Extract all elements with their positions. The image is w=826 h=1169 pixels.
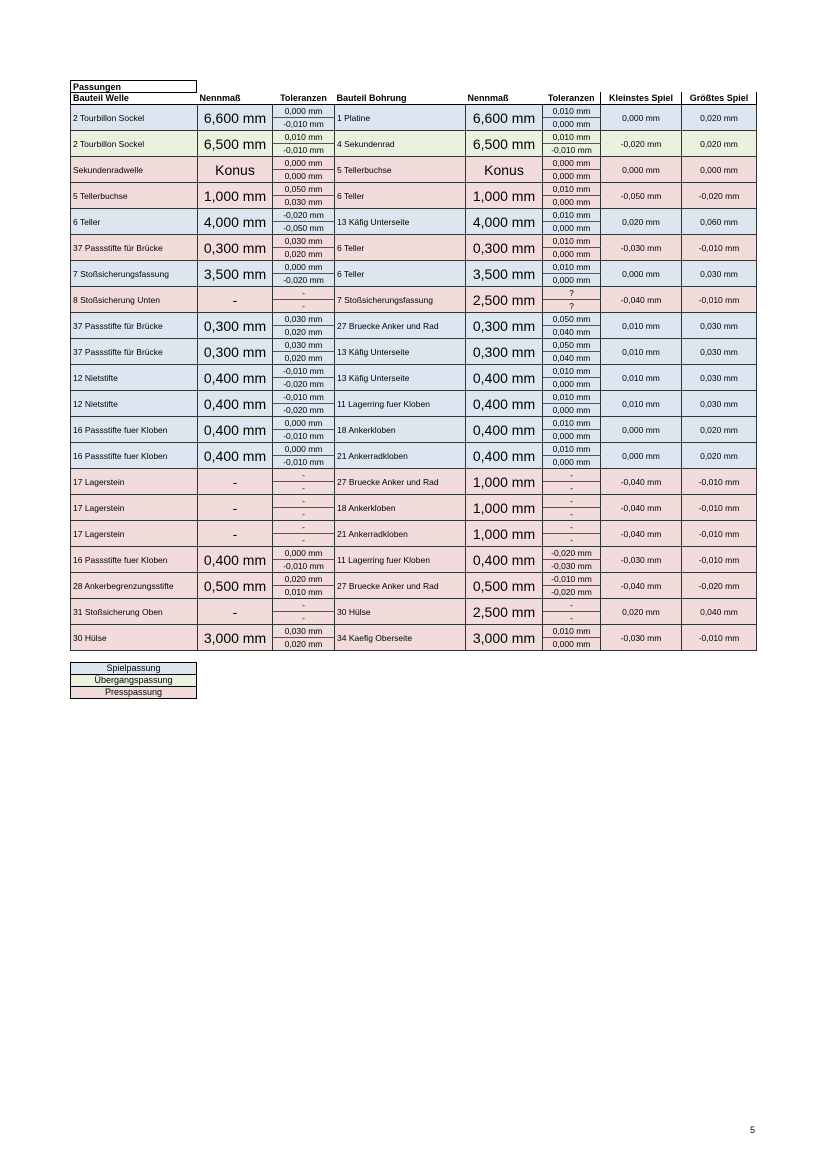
bore-nominal: Konus [466, 157, 543, 183]
bore-tolerance-upper: -0,020 mm [543, 547, 601, 560]
shaft-part: 17 Lagerstein [71, 469, 198, 495]
shaft-tolerance-lower: 0,020 mm [273, 352, 335, 365]
bore-part: 21 Ankerradkloben [335, 521, 466, 547]
bore-tolerance-lower: - [543, 612, 601, 625]
shaft-part: 31 Stoßsicherung Oben [71, 599, 198, 625]
table-row [71, 365, 757, 378]
shaft-part: 37 Passstifte für Brücke [71, 313, 198, 339]
bore-nominal: 1,000 mm [466, 469, 543, 495]
shaft-tolerance-upper: - [273, 287, 335, 300]
legend-clearance-fit: Spielpassung [71, 663, 197, 675]
table-row [71, 183, 757, 196]
bore-nominal: 0,400 mm [466, 365, 543, 391]
bore-part: 11 Lagerring fuer Kloben [335, 547, 466, 573]
shaft-nominal: - [198, 287, 273, 313]
bore-tolerance-upper: ? [543, 287, 601, 300]
table-row [71, 599, 757, 612]
bore-nominal: 3,000 mm [466, 625, 543, 651]
bore-tolerance-lower: 0,000 mm [543, 274, 601, 287]
max-play: 0,030 mm [682, 391, 757, 417]
bore-nominal: 2,500 mm [466, 287, 543, 313]
bore-nominal: 1,000 mm [466, 183, 543, 209]
max-play: -0,020 mm [682, 573, 757, 599]
bore-part: 5 Tellerbuchse [335, 157, 466, 183]
header-bore-nominal: Nennmaß [466, 92, 543, 105]
shaft-tolerance-lower: 0,020 mm [273, 326, 335, 339]
max-play: -0,010 mm [682, 287, 757, 313]
shaft-tolerance-lower: 0,020 mm [273, 248, 335, 261]
shaft-nominal: - [198, 495, 273, 521]
shaft-tolerance-upper: 0,000 mm [273, 417, 335, 430]
bore-tolerance-upper: - [543, 495, 601, 508]
bore-tolerance-lower: 0,000 mm [543, 170, 601, 183]
bore-tolerance-lower: 0,000 mm [543, 430, 601, 443]
shaft-nominal: 0,300 mm [198, 235, 273, 261]
bore-tolerance-upper: 0,010 mm [543, 261, 601, 274]
shaft-tolerance-lower: -0,010 mm [273, 560, 335, 573]
min-play: -0,040 mm [601, 495, 682, 521]
table-row [71, 495, 757, 508]
bore-nominal: 6,500 mm [466, 131, 543, 157]
shaft-nominal: - [198, 599, 273, 625]
bore-nominal: 0,500 mm [466, 573, 543, 599]
fits-table [70, 92, 757, 651]
bore-tolerance-lower: - [543, 534, 601, 547]
bore-tolerance-upper: 0,010 mm [543, 625, 601, 638]
shaft-tolerance-upper: 0,030 mm [273, 339, 335, 352]
bore-tolerance-upper: -0,010 mm [543, 573, 601, 586]
max-play: 0,020 mm [682, 417, 757, 443]
shaft-tolerance-upper: -0,010 mm [273, 365, 335, 378]
table-row [71, 573, 757, 586]
bore-part: 27 Bruecke Anker und Rad [335, 573, 466, 599]
shaft-part: 30 Hülse [71, 625, 198, 651]
shaft-tolerance-upper: 0,000 mm [273, 261, 335, 274]
bore-tolerance-lower: 0,040 mm [543, 352, 601, 365]
shaft-part: 17 Lagerstein [71, 495, 198, 521]
min-play: 0,020 mm [601, 209, 682, 235]
min-play: 0,000 mm [601, 443, 682, 469]
table-row [71, 261, 757, 274]
table-row [71, 209, 757, 222]
shaft-tolerance-lower: - [273, 300, 335, 313]
bore-part: 4 Sekundenrad [335, 131, 466, 157]
bore-tolerance-lower: 0,000 mm [543, 196, 601, 209]
min-play: 0,010 mm [601, 313, 682, 339]
bore-tolerance-upper: 0,010 mm [543, 443, 601, 456]
min-play: -0,040 mm [601, 469, 682, 495]
shaft-tolerance-upper: 0,020 mm [273, 573, 335, 586]
min-play: 0,010 mm [601, 365, 682, 391]
shaft-nominal: 3,000 mm [198, 625, 273, 651]
bore-nominal: 1,000 mm [466, 495, 543, 521]
shaft-tolerance-lower: - [273, 534, 335, 547]
table-row [71, 521, 757, 534]
bore-part: 6 Teller [335, 261, 466, 287]
min-play: 0,020 mm [601, 599, 682, 625]
bore-nominal: 0,400 mm [466, 417, 543, 443]
shaft-nominal: 0,400 mm [198, 365, 273, 391]
bore-tolerance-lower: 0,000 mm [543, 404, 601, 417]
legend [70, 662, 197, 699]
shaft-tolerance-upper: - [273, 495, 335, 508]
shaft-nominal: 4,000 mm [198, 209, 273, 235]
shaft-part: 37 Passstifte für Brücke [71, 339, 198, 365]
max-play: -0,010 mm [682, 235, 757, 261]
max-play: 0,020 mm [682, 443, 757, 469]
bore-part: 30 Hülse [335, 599, 466, 625]
shaft-nominal: - [198, 469, 273, 495]
table-row [71, 235, 757, 248]
bore-tolerance-lower: 0,040 mm [543, 326, 601, 339]
table-row [71, 131, 757, 144]
min-play: 0,000 mm [601, 105, 682, 131]
bore-tolerance-lower: 0,000 mm [543, 118, 601, 131]
max-play: -0,010 mm [682, 495, 757, 521]
shaft-part: Sekundenradwelle [71, 157, 198, 183]
bore-nominal: 1,000 mm [466, 521, 543, 547]
shaft-tolerance-upper: 0,030 mm [273, 313, 335, 326]
max-play: 0,030 mm [682, 313, 757, 339]
table-row [71, 625, 757, 638]
shaft-tolerance-lower: -0,020 mm [273, 404, 335, 417]
bore-part: 21 Ankerradkloben [335, 443, 466, 469]
min-play: 0,010 mm [601, 339, 682, 365]
bore-tolerance-upper: 0,010 mm [543, 365, 601, 378]
shaft-tolerance-lower: -0,020 mm [273, 274, 335, 287]
shaft-part: 16 Passstifte fuer Kloben [71, 547, 198, 573]
header-max-play: Größtes Spiel [682, 92, 757, 105]
max-play: 0,060 mm [682, 209, 757, 235]
shaft-tolerance-lower: -0,010 mm [273, 144, 335, 157]
bore-nominal: 0,300 mm [466, 339, 543, 365]
shaft-part: 6 Teller [71, 209, 198, 235]
table-row [71, 469, 757, 482]
bore-tolerance-upper: 0,010 mm [543, 183, 601, 196]
min-play: -0,040 mm [601, 573, 682, 599]
shaft-nominal: 6,600 mm [198, 105, 273, 131]
shaft-part: 12 Nietstifte [71, 391, 198, 417]
table-row [71, 417, 757, 430]
bore-tolerance-upper: 0,000 mm [543, 157, 601, 170]
bore-nominal: 0,300 mm [466, 235, 543, 261]
max-play: 0,040 mm [682, 599, 757, 625]
shaft-tolerance-lower: -0,010 mm [273, 118, 335, 131]
bore-tolerance-lower: -0,010 mm [543, 144, 601, 157]
header-shaft-tolerance: Toleranzen [273, 92, 335, 105]
bore-part: 1 Platine [335, 105, 466, 131]
shaft-nominal: - [198, 521, 273, 547]
min-play: 0,000 mm [601, 261, 682, 287]
bore-tolerance-lower: 0,000 mm [543, 456, 601, 469]
bore-tolerance-upper: 0,010 mm [543, 391, 601, 404]
shaft-tolerance-upper: 0,000 mm [273, 105, 335, 118]
bore-tolerance-lower: 0,000 mm [543, 378, 601, 391]
min-play: -0,040 mm [601, 521, 682, 547]
table-row [71, 443, 757, 456]
shaft-tolerance-lower: -0,020 mm [273, 378, 335, 391]
shaft-nominal: 0,400 mm [198, 417, 273, 443]
header-bore: Bauteil Bohrung [335, 92, 466, 105]
shaft-nominal: 6,500 mm [198, 131, 273, 157]
shaft-tolerance-upper: 0,030 mm [273, 625, 335, 638]
shaft-part: 2 Tourbillon Sockel [71, 105, 198, 131]
shaft-tolerance-upper: -0,010 mm [273, 391, 335, 404]
bore-nominal: 0,400 mm [466, 391, 543, 417]
bore-tolerance-upper: - [543, 521, 601, 534]
shaft-part: 28 Ankerbegrenzungsstifte [71, 573, 198, 599]
shaft-tolerance-lower: -0,010 mm [273, 430, 335, 443]
shaft-nominal: 1,000 mm [198, 183, 273, 209]
bore-part: 7 Stoßsicherungsfassung [335, 287, 466, 313]
min-play: -0,030 mm [601, 625, 682, 651]
header-row [71, 92, 757, 105]
bore-nominal: 0,400 mm [466, 547, 543, 573]
bore-part: 11 Lagerring fuer Kloben [335, 391, 466, 417]
bore-part: 13 Käfig Unterseite [335, 339, 466, 365]
bore-nominal: 3,500 mm [466, 261, 543, 287]
header-min-play: Kleinstes Spiel [601, 92, 682, 105]
bore-tolerance-lower: 0,000 mm [543, 222, 601, 235]
bore-nominal: 4,000 mm [466, 209, 543, 235]
bore-tolerance-upper: 0,050 mm [543, 313, 601, 326]
shaft-part: 37 Passstifte für Brücke [71, 235, 198, 261]
shaft-tolerance-lower: - [273, 612, 335, 625]
table-title: Passungen [70, 80, 197, 93]
shaft-part: 2 Tourbillon Sockel [71, 131, 198, 157]
table-row [71, 339, 757, 352]
shaft-part: 17 Lagerstein [71, 521, 198, 547]
bore-part: 13 Käfig Unterseite [335, 365, 466, 391]
bore-part: 27 Bruecke Anker und Rad [335, 313, 466, 339]
max-play: -0,010 mm [682, 521, 757, 547]
bore-part: 6 Teller [335, 235, 466, 261]
shaft-nominal: 0,300 mm [198, 339, 273, 365]
min-play: 0,000 mm [601, 157, 682, 183]
max-play: 0,020 mm [682, 105, 757, 131]
shaft-part: 8 Stoßsicherung Unten [71, 287, 198, 313]
shaft-tolerance-upper: -0,020 mm [273, 209, 335, 222]
max-play: -0,010 mm [682, 625, 757, 651]
table-row [71, 157, 757, 170]
shaft-tolerance-upper: 0,000 mm [273, 157, 335, 170]
bore-tolerance-lower: 0,000 mm [543, 248, 601, 261]
bore-tolerance-lower: -0,030 mm [543, 560, 601, 573]
bore-tolerance-upper: 0,050 mm [543, 339, 601, 352]
shaft-tolerance-upper: 0,000 mm [273, 547, 335, 560]
shaft-tolerance-upper: - [273, 521, 335, 534]
max-play: -0,020 mm [682, 183, 757, 209]
table-row [71, 287, 757, 300]
bore-tolerance-lower: -0,020 mm [543, 586, 601, 599]
shaft-nominal: 0,400 mm [198, 391, 273, 417]
fit-rows [71, 105, 757, 651]
max-play: 0,020 mm [682, 131, 757, 157]
shaft-tolerance-upper: 0,010 mm [273, 131, 335, 144]
bore-part: 18 Ankerkloben [335, 495, 466, 521]
shaft-tolerance-lower: 0,000 mm [273, 170, 335, 183]
bore-tolerance-upper: - [543, 469, 601, 482]
shaft-tolerance-upper: 0,000 mm [273, 443, 335, 456]
legend-transition-fit: Übergangspassung [71, 675, 197, 687]
bore-tolerance-upper: 0,010 mm [543, 131, 601, 144]
bore-tolerance-upper: 0,010 mm [543, 105, 601, 118]
shaft-part: 7 Stoßsicherungsfassung [71, 261, 198, 287]
shaft-tolerance-lower: -0,050 mm [273, 222, 335, 235]
min-play: -0,030 mm [601, 547, 682, 573]
max-play: -0,010 mm [682, 547, 757, 573]
min-play: -0,020 mm [601, 131, 682, 157]
table-row [71, 547, 757, 560]
bore-nominal: 0,400 mm [466, 443, 543, 469]
max-play: 0,030 mm [682, 339, 757, 365]
bore-part: 6 Teller [335, 183, 466, 209]
shaft-nominal: 3,500 mm [198, 261, 273, 287]
max-play: 0,000 mm [682, 157, 757, 183]
bore-tolerance-lower: 0,000 mm [543, 638, 601, 651]
bore-tolerance-lower: ? [543, 300, 601, 313]
max-play: 0,030 mm [682, 261, 757, 287]
shaft-tolerance-lower: -0,010 mm [273, 456, 335, 469]
table-row [71, 391, 757, 404]
bore-nominal: 6,600 mm [466, 105, 543, 131]
shaft-nominal: Konus [198, 157, 273, 183]
shaft-tolerance-upper: - [273, 599, 335, 612]
header-bore-tolerance: Toleranzen [543, 92, 601, 105]
bore-nominal: 2,500 mm [466, 599, 543, 625]
shaft-part: 5 Tellerbuchse [71, 183, 198, 209]
bore-part: 13 Käfig Unterseite [335, 209, 466, 235]
shaft-nominal: 0,300 mm [198, 313, 273, 339]
bore-tolerance-lower: - [543, 482, 601, 495]
shaft-tolerance-upper: 0,050 mm [273, 183, 335, 196]
bore-part: 34 Kaefig Oberseite [335, 625, 466, 651]
bore-tolerance-upper: 0,010 mm [543, 235, 601, 248]
bore-nominal: 0,300 mm [466, 313, 543, 339]
shaft-part: 16 Passstifte fuer Kloben [71, 417, 198, 443]
table-row [71, 105, 757, 118]
min-play: 0,010 mm [601, 391, 682, 417]
shaft-tolerance-lower: - [273, 482, 335, 495]
shaft-tolerance-upper: 0,030 mm [273, 235, 335, 248]
max-play: 0,030 mm [682, 365, 757, 391]
shaft-tolerance-upper: - [273, 469, 335, 482]
shaft-tolerance-lower: 0,010 mm [273, 586, 335, 599]
bore-tolerance-upper: - [543, 599, 601, 612]
header-shaft: Bauteil Welle [71, 92, 198, 105]
min-play: 0,000 mm [601, 417, 682, 443]
min-play: -0,050 mm [601, 183, 682, 209]
page-number: 5 [749, 1125, 755, 1135]
bore-part: 18 Ankerkloben [335, 417, 466, 443]
shaft-tolerance-lower: - [273, 508, 335, 521]
shaft-nominal: 0,400 mm [198, 443, 273, 469]
shaft-tolerance-lower: 0,020 mm [273, 638, 335, 651]
bore-part: 27 Bruecke Anker und Rad [335, 469, 466, 495]
shaft-part: 16 Passstifte fuer Kloben [71, 443, 198, 469]
bore-tolerance-lower: - [543, 508, 601, 521]
min-play: -0,030 mm [601, 235, 682, 261]
bore-tolerance-upper: 0,010 mm [543, 209, 601, 222]
shaft-nominal: 0,500 mm [198, 573, 273, 599]
min-play: -0,040 mm [601, 287, 682, 313]
shaft-nominal: 0,400 mm [198, 547, 273, 573]
table-row [71, 313, 757, 326]
legend-press-fit: Presspassung [71, 687, 197, 699]
shaft-part: 12 Nietstifte [71, 365, 198, 391]
bore-tolerance-upper: 0,010 mm [543, 417, 601, 430]
header-shaft-nominal: Nennmaß [198, 92, 273, 105]
max-play: -0,010 mm [682, 469, 757, 495]
shaft-tolerance-lower: 0,030 mm [273, 196, 335, 209]
